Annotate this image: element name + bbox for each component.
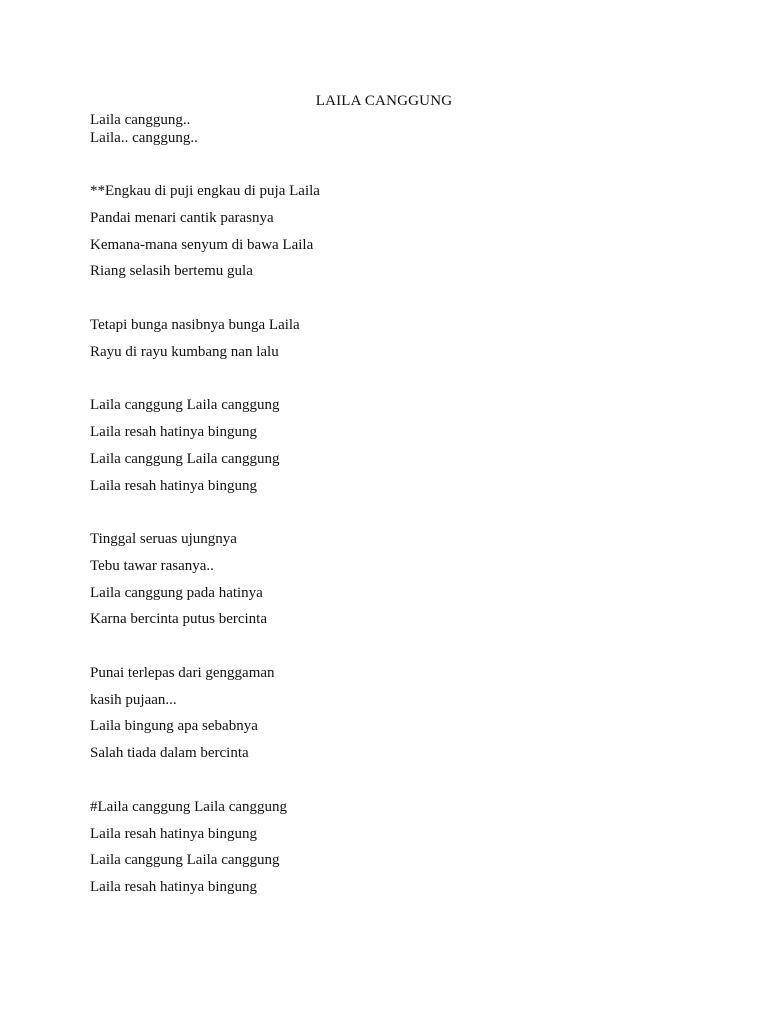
chorus1-line-1: Laila canggung Laila canggung <box>90 397 280 413</box>
chorus2-line-1: #Laila canggung Laila canggung <box>90 799 288 815</box>
intro-line-2: Laila.. canggung.. <box>90 130 198 146</box>
verse3-line-4: Karna bercinta putus bercinta <box>90 611 268 627</box>
chorus1-line-2: Laila resah hatinya bingung <box>90 424 258 440</box>
verse1-line-1: **Engkau di puji engkau di puja Laila <box>90 183 320 199</box>
verse2-line-2: Rayu di rayu kumbang nan lalu <box>90 344 279 360</box>
verse4-line-2: kasih pujaan... <box>90 692 177 708</box>
chorus1-line-3: Laila canggung Laila canggung <box>90 451 280 467</box>
verse4-line-4: Salah tiada dalam bercinta <box>90 745 249 761</box>
verse4-line-1: Punai terlepas dari genggaman <box>90 665 275 681</box>
verse1-line-4: Riang selasih bertemu gula <box>90 263 253 279</box>
verse1-line-2: Pandai menari cantik parasnya <box>90 210 274 226</box>
verse4-line-3: Laila bingung apa sebabnya <box>90 718 258 734</box>
verse2-line-1: Tetapi bunga nasibnya bunga Laila <box>90 317 300 333</box>
verse3-line-2: Tebu tawar rasanya.. <box>90 558 214 574</box>
chorus2-line-4: Laila resah hatinya bingung <box>90 879 258 895</box>
intro-line-1: Laila canggung.. <box>90 112 191 128</box>
verse1-line-3: Kemana-mana senyum di bawa Laila <box>90 237 314 253</box>
verse3-line-1: Tinggal seruas ujungnya <box>90 531 237 547</box>
verse3-line-3: Laila canggung pada hatinya <box>90 585 263 601</box>
chorus2-line-3: Laila canggung Laila canggung <box>90 852 280 868</box>
chorus2-line-2: Laila resah hatinya bingung <box>90 826 258 842</box>
chorus1-line-4: Laila resah hatinya bingung <box>90 478 258 494</box>
song-title: LAILA CANGGUNG <box>315 93 453 109</box>
